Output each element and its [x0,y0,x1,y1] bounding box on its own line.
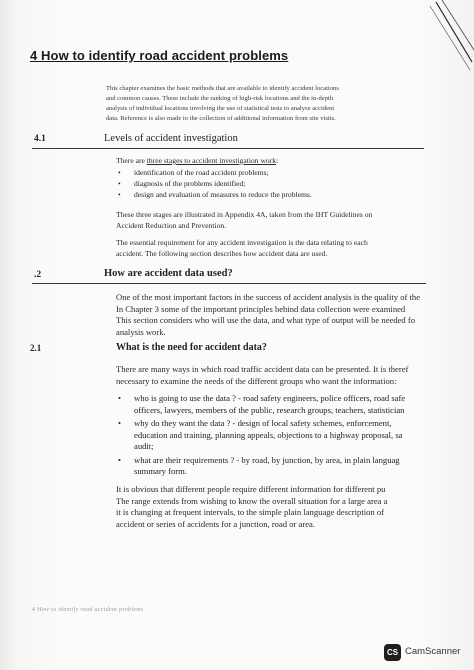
list-item [118,393,426,416]
bullet-icon: • [118,393,122,403]
list-item-line: education and training, planning appeals, objections to a highway proposal, sa [134,429,403,440]
closing-paragraph [116,484,426,530]
pen-scribble-mark [384,0,474,80]
list-item [118,455,426,478]
camscanner-logo-icon: CS [384,644,401,661]
camscanner-label: CamScanner [405,646,461,657]
bullet-icon: • [118,418,122,428]
section-lead [116,155,426,166]
bullet-icon: • [118,168,121,177]
list-item-text: design and evaluation of measures to reduce the problems. [134,190,312,199]
paragraph-line: accident or series of accidents for a junction, road or area. [116,518,315,529]
lead-colon: : [276,156,279,165]
requirement-paragraph [116,237,426,259]
list-item-line: officers, lawyers, members of the public, research groups, teachers, statistician [134,404,405,415]
paragraph-line: These three stages are illustrated in Appendix 4A, taken from the IHT Guidelines on [116,210,373,219]
paragraph-line: necessary to examine the needs of the different groups who want the information: [116,375,397,386]
appendix-paragraph [116,209,426,231]
paragraph-line: This section considers who will use the data, and what type of output will be needed fo [116,315,416,325]
need-paragraph [116,364,426,387]
list-item [118,189,424,200]
bullet-icon: • [118,454,122,465]
list-item [118,418,426,453]
bullet-icon: • [118,179,121,188]
paragraph-line: The range extends from wishing to know the overall situation for a large area a [116,495,388,506]
section-number: .2 [34,270,42,280]
paragraph-line: it is changing at frequent intervals, to the simple plain language description of [116,507,385,517]
list-item-line: what are their requirements ? - by road, by junction, by area, in plain languag [134,454,400,465]
section-title: Levels of accident investigation [104,133,238,144]
paragraph-line: Accident Reduction and Prevention. [116,221,227,230]
intro-line: and common causes. These include the ranking of high-risk locations and the in-depth [106,95,334,102]
section-number: 4.1 [34,134,46,144]
list-item [118,178,424,189]
paragraph-line: It is obvious that different people require different information for different pu [116,484,386,494]
list-item-text: diagnosis of the problems identified; [134,179,246,188]
chapter-title: 4 How to identify road accident problems [30,48,289,63]
stages-list [118,167,424,200]
section-title: How are accident data used? [104,268,233,279]
page-footer: 4 How to identify road accident problems [32,607,144,613]
paragraph-line: analysis work. [116,326,166,337]
section-rule [32,148,424,149]
section-rule [32,283,426,284]
paragraph-line: There are many ways in which road traffic accident data can be presented. It is theref [116,364,409,374]
bullet-icon: • [118,190,121,199]
data-use-paragraph [116,292,426,338]
needs-list [118,393,426,478]
subsection-title: What is the need for accident data? [116,342,267,353]
list-item-line: audit; [134,441,154,451]
intro-line: analysis of individual locations involving the use of statistical tests to analyse accident [106,105,335,112]
list-item-line: why do they want the data ? - design of local safety schemes, enforcement, [134,418,392,428]
subsection-number: 2.1 [30,343,42,353]
intro-line: This chapter examines the basic methods that are available to identify accident locations [106,85,339,92]
paragraph-line: accident. The following section describes how accident data are used. [116,249,328,258]
intro-line: data. Reference is also made to the collection of additional information from site visits. [106,115,336,122]
paragraph-line: The essential requirement for any accident investigation is the data relating to each [116,238,368,247]
list-item-line: summary form. [134,466,187,476]
lead-underlined: three stages to accident investigation work [146,156,277,165]
chapter-intro [106,84,422,124]
lead-text: There are [116,156,147,165]
list-item [118,167,424,178]
list-item-line: who is going to use the data ? - road safety engineers, police officers, road safe [134,393,406,403]
paragraph-line: One of the most important factors in the success of accident analysis is the quality of the [116,292,421,302]
list-item-text: identification of the road accident problems; [134,168,269,177]
paragraph-line: In Chapter 3 some of the important principles behind data collection were examined [116,303,406,314]
